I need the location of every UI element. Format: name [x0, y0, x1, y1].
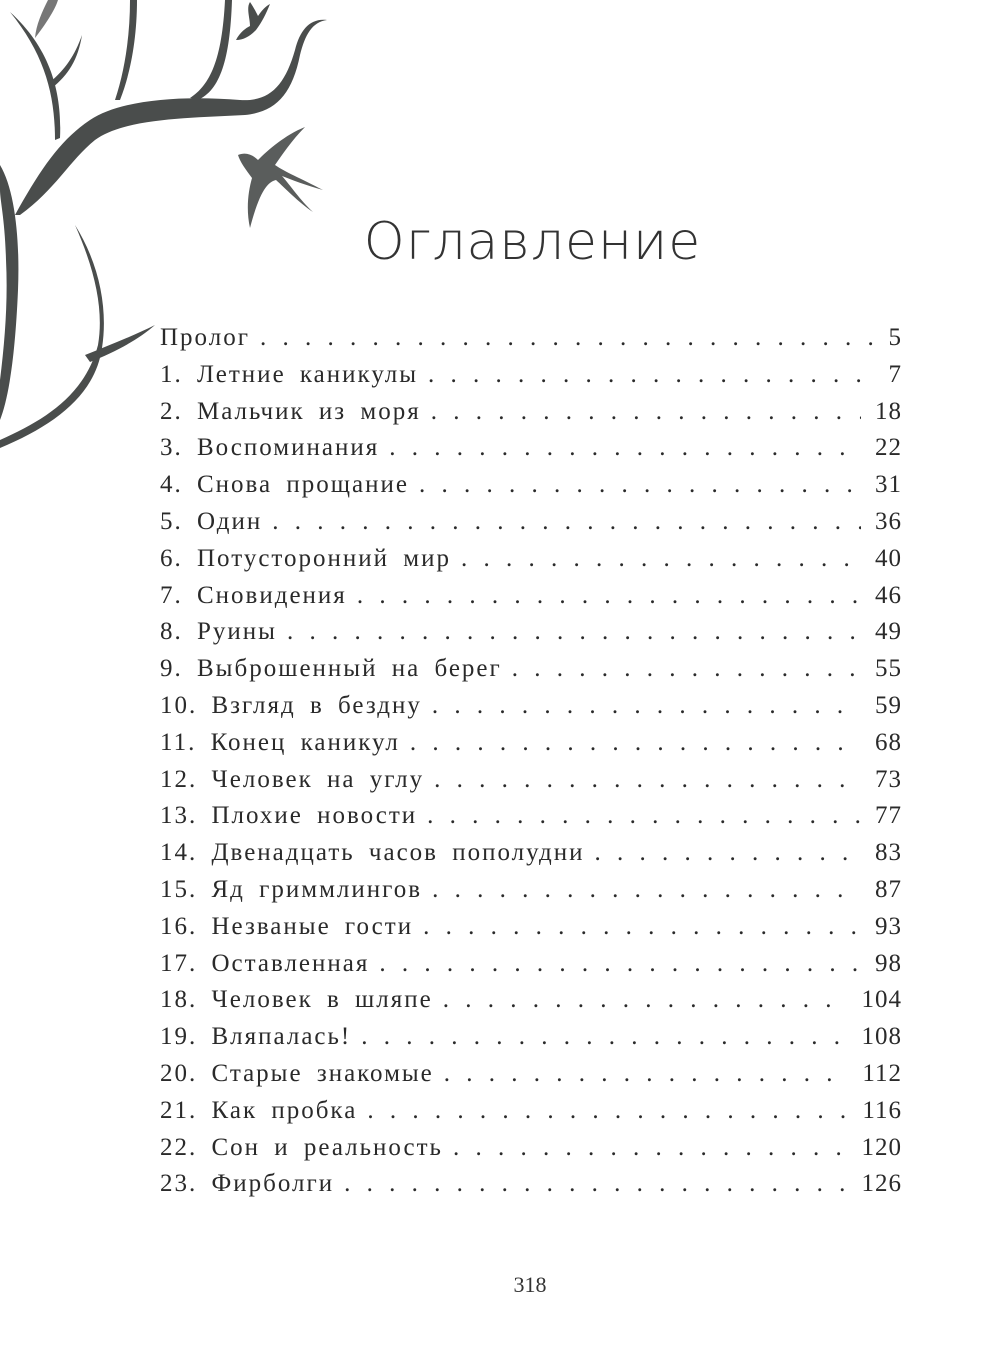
toc-entry: [160, 471, 902, 508]
leader-dots: [389, 434, 861, 462]
page-title: Оглавление: [363, 212, 702, 272]
toc-entry: [160, 1134, 902, 1171]
leader-dots: [361, 1023, 847, 1051]
toc-entry-title: 23. Фирболги: [160, 1170, 335, 1198]
leader-dots: [344, 1170, 847, 1198]
leader-dots: [512, 655, 861, 683]
toc-entry-page: 7: [888, 360, 902, 388]
leader-dots: [427, 802, 861, 830]
leader-dots: [419, 471, 861, 499]
toc-entry-title: 14. Двенадцать часов пополудни: [160, 839, 585, 867]
leader-dots: [357, 582, 861, 610]
tree-branch: [85, 325, 155, 362]
toc-entry-page: 98: [875, 949, 902, 977]
toc-entry: [160, 1097, 902, 1134]
toc-entry-title: 19. Вляпалась!: [160, 1023, 352, 1051]
toc-entry-title: 12. Человек на углу: [160, 765, 425, 793]
toc-entry-title: 7. Сновидения: [160, 581, 347, 609]
toc-entry-title: 15. Яд гриммлингов: [160, 875, 423, 903]
leader-dots: [260, 324, 875, 352]
toc-entry: [160, 508, 902, 545]
table-of-contents: [160, 324, 902, 1207]
toc-entry-page: 73: [875, 765, 902, 793]
toc-entry-title: 5. Один: [160, 507, 263, 535]
page-number: 318: [513, 1272, 547, 1297]
toc-entry-title: 11. Конец каникул: [160, 728, 400, 756]
tree-trunk: [0, 165, 18, 420]
toc-entry: [160, 655, 902, 692]
toc-entry-title: 10. Взгляд в бездну: [160, 691, 422, 719]
toc-entry-page: 40: [875, 544, 902, 572]
toc-entry: [160, 1023, 902, 1060]
leader-dots: [287, 618, 861, 646]
leader-dots: [432, 692, 861, 720]
tree-branch: [190, 0, 232, 100]
toc-entry-page: 120: [861, 1133, 902, 1161]
toc-entry-page: 77: [875, 802, 902, 830]
toc-entry-page: 46: [875, 581, 902, 609]
toc-entry: [160, 802, 902, 839]
toc-entry: [160, 876, 902, 913]
toc-entry-title: 8. Руины: [160, 618, 277, 646]
leader-dots: [461, 545, 861, 573]
toc-entry-page: 22: [875, 434, 902, 462]
toc-entry-title: 17. Оставленная: [160, 949, 370, 977]
toc-entry: [160, 913, 902, 950]
toc-entry: [160, 692, 902, 729]
leader-dots: [428, 361, 875, 389]
toc-entry-title: 1. Летние каникулы: [160, 360, 418, 388]
toc-entry-page: 108: [861, 1023, 902, 1051]
leader-dots: [423, 913, 861, 941]
leader-dots: [410, 729, 861, 757]
toc-entry: [160, 950, 902, 987]
toc-entry-page: 5: [888, 324, 902, 351]
toc-entry: [160, 361, 902, 398]
toc-entry: [160, 1060, 902, 1097]
toc-entry-page: 126: [861, 1170, 902, 1198]
toc-entry-page: 68: [875, 728, 902, 756]
toc-entry-title: 21. Как пробка: [160, 1096, 358, 1124]
toc-entry: [160, 986, 902, 1023]
toc-entry-title: 2. Мальчик из моря: [160, 397, 421, 425]
toc-entry-title: 13. Плохие новости: [160, 802, 418, 830]
toc-entry: [160, 434, 902, 471]
toc-entry: [160, 398, 902, 435]
toc-entry-page: 104: [861, 986, 902, 1014]
leader-dots: [444, 1060, 849, 1088]
toc-entry: [160, 545, 902, 582]
leader-dots: [272, 508, 861, 536]
leader-dots: [453, 1134, 848, 1162]
toc-entry: [160, 618, 902, 655]
tree-branch: [15, 20, 327, 215]
toc-entry-page: 18: [875, 397, 902, 425]
leader-dots: [432, 876, 861, 904]
toc-entry-page: 112: [862, 1059, 902, 1087]
toc-entry: [160, 324, 902, 361]
bird-icon: [236, 2, 270, 40]
toc-entry-title: 6. Потусторонний мир: [160, 544, 451, 572]
toc-entry-page: 31: [875, 471, 902, 499]
tree-branch: [10, 12, 60, 140]
toc-entry-title: 16. Незваные гости: [160, 912, 414, 940]
toc-entry-title: 20. Старые знакомые: [160, 1059, 434, 1087]
leader-dots: [443, 986, 848, 1014]
toc-entry-title: 4. Снова прощание: [160, 471, 409, 499]
toc-entry-page: 36: [875, 507, 902, 535]
toc-entry-page: 49: [875, 618, 902, 646]
toc-entry: [160, 1170, 902, 1207]
leader-dots: [431, 398, 861, 426]
toc-entry-page: 93: [875, 912, 902, 940]
toc-entry-title: 9. Выброшенный на берег: [160, 655, 502, 683]
leaf-icon: [35, 0, 58, 38]
toc-entry-title: 22. Сон и реальность: [160, 1133, 443, 1161]
toc-entry-title: 18. Человек в шляпе: [160, 986, 433, 1014]
toc-entry: [160, 839, 902, 876]
toc-entry-title: Пролог: [160, 324, 250, 351]
toc-entry: [160, 729, 902, 766]
toc-entry-page: 59: [875, 691, 902, 719]
toc-entry: [160, 582, 902, 619]
tree-branch: [115, 0, 137, 100]
leader-dots: [595, 839, 861, 867]
toc-entry-page: 55: [875, 655, 902, 683]
leader-dots: [367, 1097, 848, 1125]
tree-branch: [50, 35, 82, 88]
toc-entry: [160, 766, 902, 803]
toc-entry-title: 3. Воспоминания: [160, 434, 380, 462]
leader-dots: [434, 766, 861, 794]
leader-dots: [379, 950, 861, 978]
toc-entry-page: 87: [875, 875, 902, 903]
toc-entry-page: 83: [875, 839, 902, 867]
toc-entry-page: 116: [862, 1096, 902, 1124]
